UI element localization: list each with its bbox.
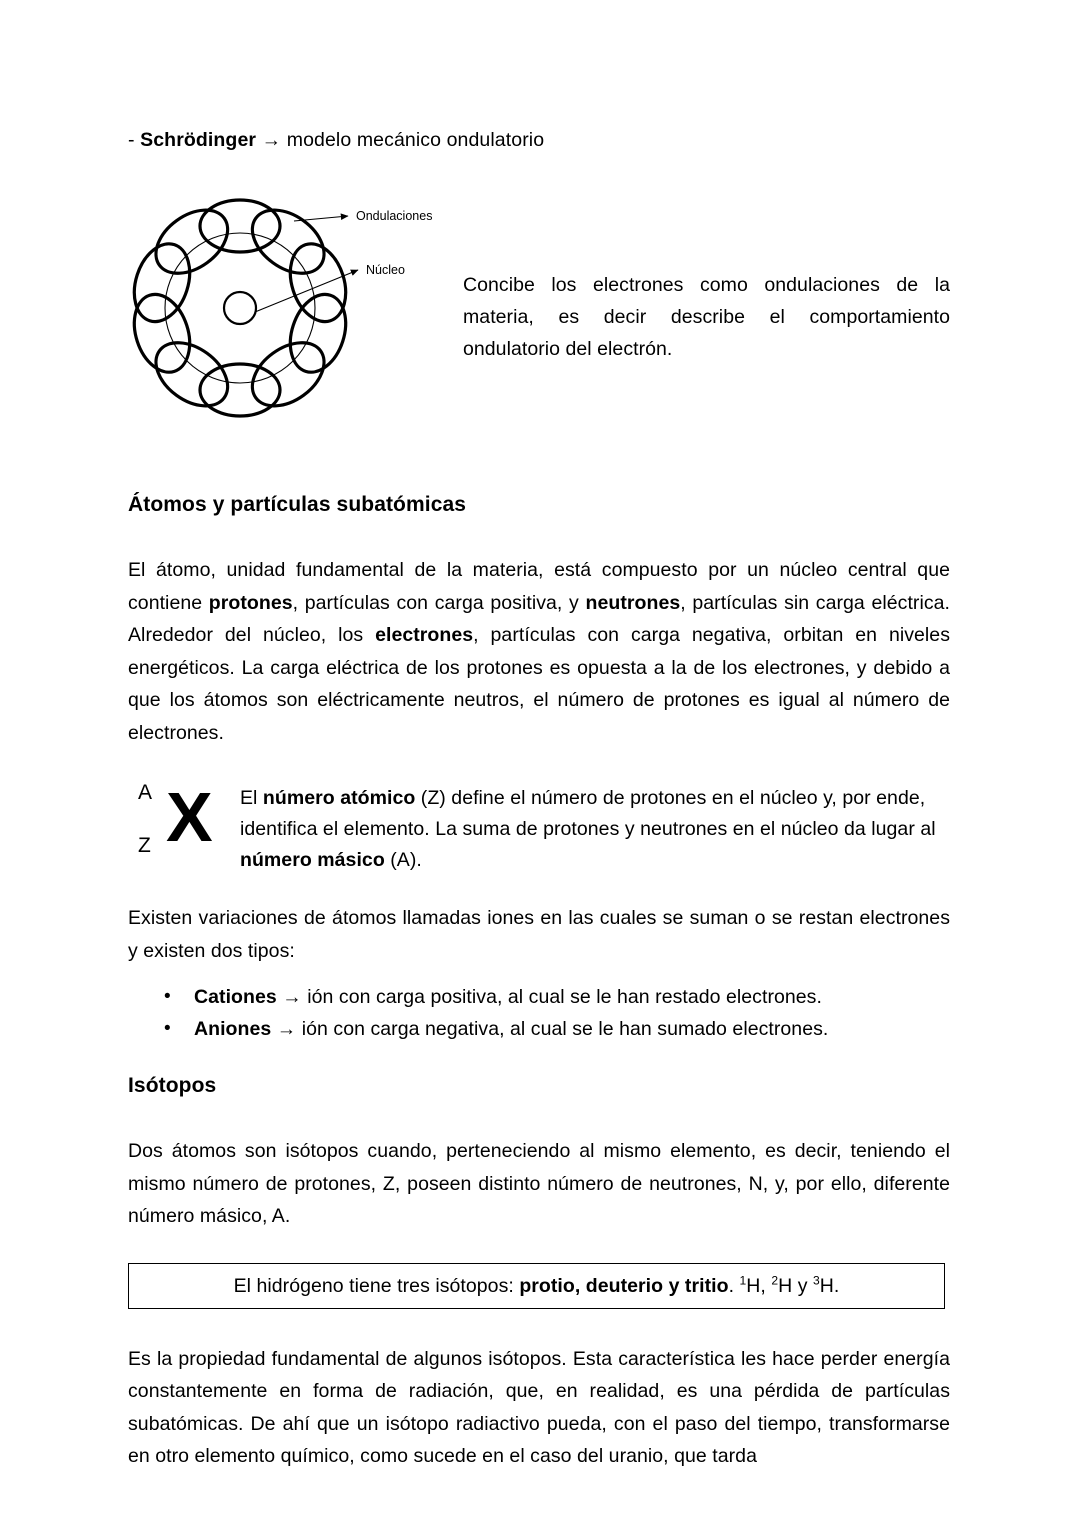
term-aniones: Aniones [194, 1018, 272, 1040]
deuterium-superscript: 2 [771, 1273, 779, 1287]
hydrogen-isotopes-text [234, 1274, 840, 1298]
term-electrones: electrones [375, 624, 474, 646]
wave-model-diagram [122, 190, 452, 450]
term-neutrones: neutrones [585, 591, 681, 614]
callout-bold-terms: protio, deuterio y tritio [519, 1274, 729, 1297]
document-content [128, 126, 950, 1473]
schrodinger-name: Schrödinger [140, 129, 257, 151]
protium-symbol: H, [746, 1274, 772, 1297]
element-symbol-x: X [166, 778, 213, 856]
arrow-glyph: → [261, 129, 282, 151]
term-numero-masico: número másico [240, 849, 385, 871]
orbital-lobes-ring [125, 197, 355, 419]
section-title-atoms: Átomos y partículas subatómicas [128, 493, 467, 516]
protium-superscript: 1 [739, 1273, 747, 1287]
list-item-aniones [164, 1013, 950, 1045]
atoms-text-2: , partículas con carga positiva, y [292, 591, 586, 614]
atoms-text-3: , partículas sin carga eléctrica. Alrededor del núcleo, los [128, 591, 951, 646]
atomic-number-label: Z [138, 834, 151, 857]
radioactivity-paragraph: Es la propiedad fundamental de algunos isótopos. Esta característica les hace perder energía constantemente en forma de radiación, que, en realidad, es una pérdida de partículas subatómicas. De ahí que un isótopo radiactivo pueda, con el paso del tiempo, transformarse en otro elemento químico, como sucede en el caso del uranio, que tarda [128, 1347, 950, 1467]
list-item-cationes [164, 981, 950, 1013]
term-cationes: Cationes [194, 986, 277, 1008]
section-title-isotopes: Isótopos [128, 1074, 217, 1097]
dash-marker: - [128, 129, 135, 151]
figure-caption: Concibe los electrones como ondulaciones de la materia, es decir describe el comportamiento ondulatorio del electrón. [463, 274, 950, 360]
atoms-text-4: , partículas con carga negativa, orbitan en niveles energéticos. La carga eléctrica de los protones es opuesta a la de los electrones, y debido a que los átomos son eléctricamente neutros, el número de protones es igual al número de electrones. [128, 624, 950, 744]
hydrogen-isotopes-callout [128, 1263, 945, 1309]
callout-prefix: El hidrógeno tiene tres isótopos: [233, 1274, 520, 1297]
wave-model-figure-block [128, 190, 950, 490]
nuclide-notation-block [128, 779, 950, 876]
schrodinger-heading [128, 126, 950, 154]
arrow-glyph-cationes: → [282, 986, 302, 1008]
nuclide-symbol [128, 779, 240, 871]
deuterium-symbol: H y [778, 1274, 814, 1297]
schrodinger-description: modelo mecánico ondulatorio [286, 129, 545, 151]
nuclide-explanation [240, 779, 950, 876]
nucleo-label: Núcleo [366, 263, 405, 277]
arrow-glyph-aniones: → [276, 1018, 297, 1040]
tritium-symbol: H. [819, 1274, 840, 1297]
ion-types-list [128, 981, 950, 1045]
nuclide-text-3: (A). [384, 849, 422, 871]
mass-number-label: A [138, 781, 153, 804]
definition-aniones: ión con carga negativa, al cual se le han sumado electrones. [296, 1018, 829, 1040]
isotopes-paragraph: Dos átomos son isótopos cuando, perteneciendo al mismo elemento, es decir, teniendo el mismo número de protones, Z, poseen distinto número de neutrones, N, y, por ello, diferente número másico, A. [128, 1140, 950, 1227]
atoms-paragraph [128, 554, 950, 749]
nuclide-text-1: El [240, 787, 263, 809]
term-protones: protones [208, 591, 293, 614]
tritium-superscript: 3 [813, 1273, 820, 1287]
definition-cationes: ión con carga positiva, al cual se le han restado electrones. [301, 986, 822, 1008]
nucleus-circle [224, 292, 256, 324]
atoms-text-1: El átomo, unidad fundamental de la materia, está compuesto por un núcleo central que contiene [128, 559, 950, 614]
callout-suffix: . [728, 1274, 740, 1297]
nuclide-text-2: (Z) define el número de protones en el núcleo y, por ende, identifica el elemento. La suma de protones y neutrones en el núcleo da lugar al [240, 787, 936, 840]
term-numero-atomico: número atómico [262, 787, 416, 809]
ondulaciones-label: Ondulaciones [356, 209, 433, 223]
ions-intro-paragraph: Existen variaciones de átomos llamadas iones en las cuales se suman o se restan electrones y existen dos tipos: [128, 907, 950, 962]
